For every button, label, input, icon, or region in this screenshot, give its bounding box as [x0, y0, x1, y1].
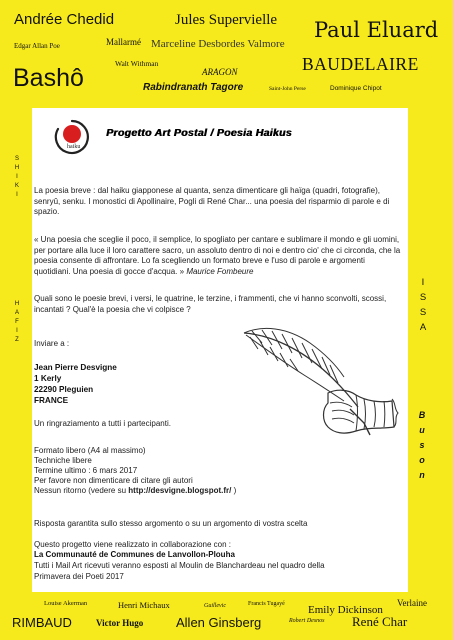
quote-block: [34, 235, 402, 277]
letter: F: [15, 319, 19, 325]
rule-techniques: Techniche libere: [34, 456, 92, 465]
poet-robert-desnos: Robert Desnos: [289, 618, 325, 624]
collab-intro: Questo progetto viene realizzato in collaborazione con :: [34, 540, 232, 549]
letter: B: [418, 410, 426, 420]
letter: S: [14, 156, 19, 162]
letter: A: [419, 322, 427, 333]
letter: S: [419, 292, 427, 303]
exhibit-text: Tutti i Mail Art ricevuti veranno esposti al Moulin de Blanchardeau nel quadro della Primavera dei Poeti 2017: [34, 561, 325, 581]
letter: K: [14, 183, 19, 189]
enso-sun-logo-icon: [52, 117, 92, 157]
letter: H: [14, 165, 20, 171]
thanks-text: Un ringraziamento a tutti i partecipanti.: [34, 419, 171, 428]
poet-aragon: ARAGON: [202, 67, 238, 77]
letter: I: [16, 192, 18, 198]
letter: I: [16, 174, 18, 180]
poet-mallarme: Mallarmé: [106, 37, 141, 47]
rule-format: Formato libero (A4 al massimo): [34, 446, 146, 455]
address-line: 1 Kerly: [34, 374, 62, 383]
side-label-issa: [416, 275, 430, 335]
poet-rene-char: René Char: [352, 614, 408, 629]
intro-text: La poesia breve : dal haiku giapponese al quanta, senza dimenticare gli haïga (quadri, fotografie), senryû, senku. I monostici di Apollinaire, Pogli di René Char... una poesia del risparmio di parole e di spazio.: [34, 186, 390, 216]
poet-dominique-chipot: Dominique Chipot: [330, 85, 382, 92]
send-to-label: Inviare a :: [34, 339, 70, 348]
project-title: Progetto Art Postal / Poesia Haikus: [106, 127, 292, 139]
address-line: 22290 Pleguien: [34, 385, 94, 394]
poet-verlaine: Verlaine: [397, 598, 427, 608]
poet-saint-john-perse: Saint-John Perse: [269, 86, 306, 92]
no-return-prefix: Nessun ritorno (vedere su: [34, 486, 129, 495]
poet-guillevic: Guillevic: [204, 603, 226, 609]
poet-walt-withman: Walt Withman: [115, 59, 159, 68]
side-label-shiki: [12, 155, 22, 200]
side-label-buson: [415, 408, 429, 483]
hand-quill-pen-icon: [232, 305, 402, 475]
rule-authors: Per favore non dimenticare di citare gli autori: [34, 476, 193, 485]
address-line: Jean Pierre Desvigne: [34, 363, 117, 372]
poet-louise-akerman: Louise Akerman: [44, 600, 88, 607]
letter: Z: [15, 337, 19, 343]
logo-text: haiku: [67, 144, 81, 150]
poet-henri-michaux: Henri Michaux: [118, 600, 170, 610]
letter: I: [16, 328, 18, 334]
letter: u: [419, 425, 425, 435]
letter: A: [14, 310, 19, 316]
poet-rabindranath-tagore: Rabindranath Tagore: [143, 82, 244, 93]
letter: H: [14, 301, 20, 307]
letter: I: [421, 277, 425, 288]
poet-allen-ginsberg: Allen Ginsberg: [176, 615, 262, 630]
blog-link[interactable]: http://desvigne.blogspot.fr/: [128, 486, 232, 495]
quote-text: « Una poesia che sceglie il poco, il semplice, lo spogliato per cantare e sublimare il mondo e gli uomini, per portare alla luce il loro carattere sacro, un assoluto dentro di noi e dentro cio' che ci circonda, che la poesia consente di affrontare. Lo fa scegliendo un formato breve e l'uso di parole e argomenti quotidiani. Una poesia di gocce d'acqua. »: [34, 235, 401, 276]
address-line: FRANCE: [34, 396, 69, 405]
poet-paul-eluard: Paul Eluard: [314, 18, 439, 42]
collab-name: La Communauté de Communes de Lanvollon-Plouha: [34, 550, 235, 559]
rule-deadline: Termine ultimo : 6 mars 2017: [34, 466, 138, 475]
letter: s: [419, 440, 425, 450]
no-return-suffix: ): [231, 486, 237, 495]
address-block: [34, 362, 117, 406]
reply-text: Risposta garantita sullo stesso argomento o su un argomento di vostra scelta: [34, 519, 308, 528]
poet-jules-supervielle: Jules Supervielle: [175, 12, 278, 28]
poet-emily-dickinson: Emily Dickinson: [308, 604, 383, 616]
poet-basho: Bashô: [13, 64, 84, 92]
letter: n: [419, 470, 425, 480]
poet-baudelaire: BAUDELAIRE: [302, 54, 419, 74]
letter: o: [419, 455, 425, 465]
poet-andree-chedid: Andrée Chedid: [14, 11, 115, 28]
poet-victor-hugo: Victor Hugo: [96, 618, 144, 628]
poet-rimbaud: RIMBAUD: [12, 615, 72, 630]
poet-marceline: Marceline Desbordes Valmore: [151, 38, 285, 50]
side-label-hafiz: [12, 300, 22, 345]
rule-no-return: [34, 486, 402, 496]
poet-edgar-allan-poe: Edgar Allan Poe: [14, 42, 60, 50]
quote-author: Maurice Fombeure: [186, 266, 254, 276]
letter: S: [419, 307, 427, 318]
poet-francis-tugaye: Francis Tugayé: [248, 601, 285, 607]
question-text: Quali sono le poesie brevi, i versi, le quatrine, le terzine, i frammenti, che vi hanno sconvolti, scossi, incantati ? Qual'è la poesia che vi colpisce ?: [34, 294, 387, 314]
